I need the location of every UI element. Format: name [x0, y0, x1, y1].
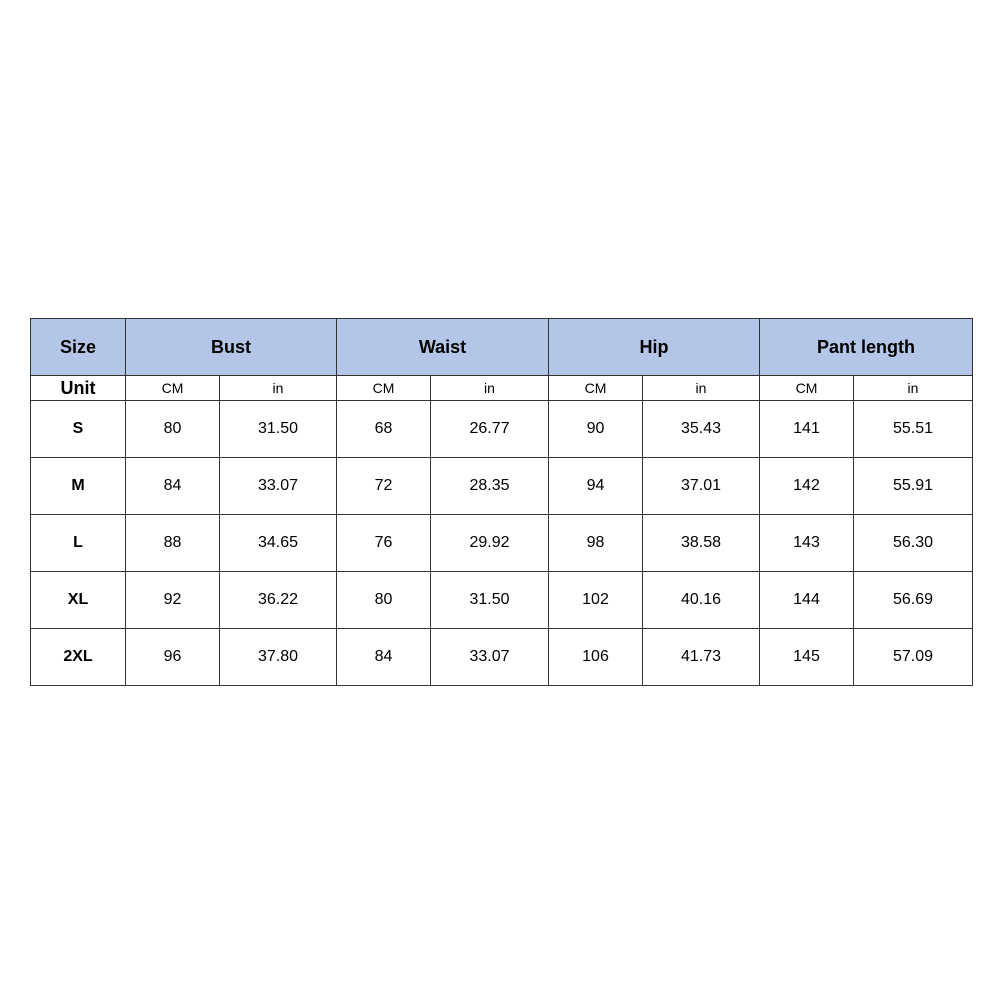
header-waist: Waist — [337, 319, 549, 376]
unit-cell: in — [643, 376, 760, 401]
table-cell: 55.91 — [854, 458, 973, 515]
header-hip: Hip — [549, 319, 760, 376]
table-cell: 29.92 — [431, 515, 549, 572]
table-cell: 41.73 — [643, 629, 760, 686]
table-cell: 68 — [337, 401, 431, 458]
size-label: S — [31, 401, 126, 458]
header-bust: Bust — [126, 319, 337, 376]
size-label: XL — [31, 572, 126, 629]
unit-cell: in — [854, 376, 973, 401]
table-cell: 145 — [760, 629, 854, 686]
table-cell: 31.50 — [220, 401, 337, 458]
table-cell: 38.58 — [643, 515, 760, 572]
size-label: 2XL — [31, 629, 126, 686]
table-cell: 36.22 — [220, 572, 337, 629]
unit-cell: CM — [549, 376, 643, 401]
unit-cell: CM — [126, 376, 220, 401]
table-row — [31, 401, 973, 458]
table-cell: 76 — [337, 515, 431, 572]
table-cell: 88 — [126, 515, 220, 572]
table-cell: 56.69 — [854, 572, 973, 629]
table-row — [31, 515, 973, 572]
unit-row — [31, 376, 973, 401]
table-cell: 31.50 — [431, 572, 549, 629]
table-cell: 37.01 — [643, 458, 760, 515]
header-pant-length: Pant length — [760, 319, 973, 376]
table-cell: 80 — [126, 401, 220, 458]
table-cell: 33.07 — [220, 458, 337, 515]
unit-label: Unit — [31, 376, 126, 401]
unit-cell: CM — [760, 376, 854, 401]
table-cell: 26.77 — [431, 401, 549, 458]
table-cell: 33.07 — [431, 629, 549, 686]
table-cell: 84 — [126, 458, 220, 515]
table-cell: 37.80 — [220, 629, 337, 686]
table-cell: 96 — [126, 629, 220, 686]
table-cell: 143 — [760, 515, 854, 572]
unit-cell: CM — [337, 376, 431, 401]
table-row — [31, 629, 973, 686]
unit-cell: in — [220, 376, 337, 401]
table-row — [31, 572, 973, 629]
unit-cell: in — [431, 376, 549, 401]
table-cell: 28.35 — [431, 458, 549, 515]
table-cell: 80 — [337, 572, 431, 629]
table-cell: 72 — [337, 458, 431, 515]
table-cell: 141 — [760, 401, 854, 458]
table-cell: 144 — [760, 572, 854, 629]
table-cell: 142 — [760, 458, 854, 515]
header-row — [31, 319, 973, 376]
table-cell: 92 — [126, 572, 220, 629]
header-size: Size — [31, 319, 126, 376]
table-cell: 94 — [549, 458, 643, 515]
size-label: L — [31, 515, 126, 572]
table-cell: 98 — [549, 515, 643, 572]
table-row — [31, 458, 973, 515]
table-cell: 56.30 — [854, 515, 973, 572]
table-cell: 102 — [549, 572, 643, 629]
table-cell: 34.65 — [220, 515, 337, 572]
table-cell: 40.16 — [643, 572, 760, 629]
table-cell: 55.51 — [854, 401, 973, 458]
table-cell: 84 — [337, 629, 431, 686]
table-cell: 57.09 — [854, 629, 973, 686]
table-cell: 90 — [549, 401, 643, 458]
table-cell: 106 — [549, 629, 643, 686]
table-cell: 35.43 — [643, 401, 760, 458]
size-chart-table — [30, 318, 973, 686]
size-label: M — [31, 458, 126, 515]
